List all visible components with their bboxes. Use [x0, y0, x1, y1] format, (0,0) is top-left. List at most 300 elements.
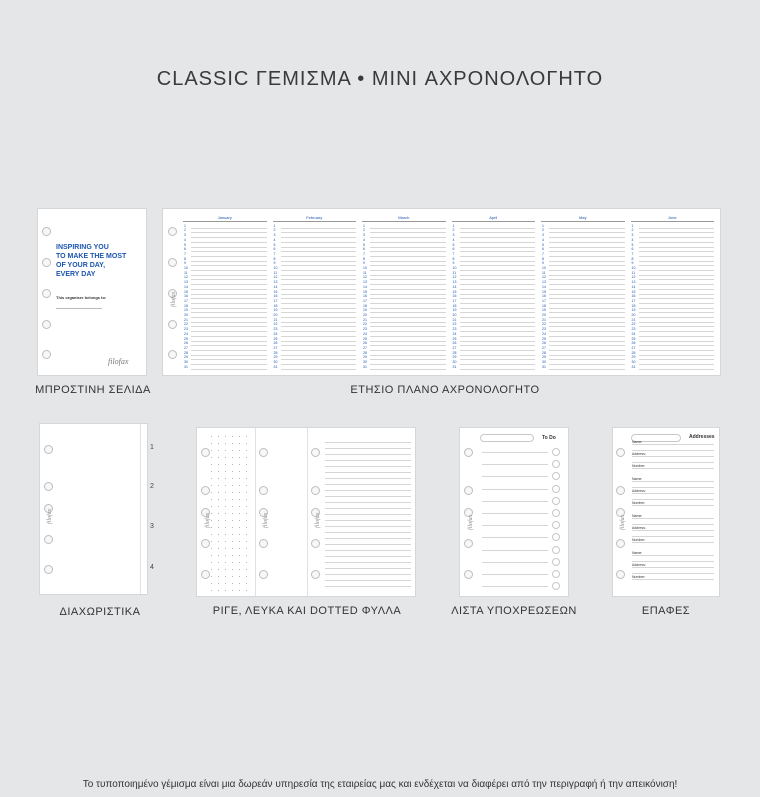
contact-line: [632, 542, 714, 543]
day-number: 13: [452, 280, 457, 285]
day-line: [460, 345, 536, 346]
grid-dot: [239, 499, 240, 500]
day-number: 6: [631, 247, 634, 252]
day-number: 12: [542, 275, 546, 280]
day-number: 21: [363, 317, 367, 322]
day-line: [549, 364, 625, 365]
grid-dot: [239, 520, 240, 521]
day-number: 30: [184, 360, 188, 364]
ruled-line: [325, 544, 411, 545]
grid-dot: [246, 471, 247, 472]
day-line: [549, 308, 625, 309]
month-heading: June: [667, 215, 677, 220]
ring-hole: [201, 448, 210, 457]
day-number: 11: [542, 270, 546, 275]
ruled-line: [325, 556, 411, 557]
day-number: 14: [631, 284, 636, 289]
day-line: [191, 270, 267, 271]
day-line: [281, 284, 357, 285]
grid-dot: [232, 520, 233, 521]
grid-dot: [246, 548, 247, 549]
ruled-line: [325, 568, 411, 569]
day-number: 13: [363, 280, 367, 285]
grid-dot: [246, 436, 247, 437]
ring-hole: [311, 539, 320, 548]
grid-dot: [211, 527, 212, 528]
grid-dot: [239, 541, 240, 542]
grid-dot: [225, 485, 226, 486]
day-number: 24: [631, 331, 636, 336]
contacts-preview: [613, 428, 719, 596]
day-line: [370, 247, 446, 248]
grid-dot: [211, 513, 212, 514]
todo-line: [482, 537, 548, 538]
day-number: 19: [542, 308, 546, 313]
day-number: 12: [273, 275, 278, 280]
day-line: [639, 256, 715, 257]
ruled-line: [325, 478, 411, 479]
day-number: 24: [542, 331, 546, 336]
day-number: 19: [452, 308, 457, 313]
day-number: 8: [631, 256, 634, 261]
grid-dot: [218, 499, 219, 500]
grid-dot: [246, 506, 247, 507]
day-line: [639, 322, 715, 323]
day-number: 26: [363, 341, 367, 346]
day-number: 15: [631, 289, 636, 294]
day-number: 23: [273, 327, 278, 332]
ruled-line: [325, 448, 411, 449]
day-number: 1: [363, 223, 365, 228]
day-line: [370, 232, 446, 233]
grid-dot: [246, 527, 247, 528]
day-line: [549, 350, 625, 351]
ruled-line: [325, 460, 411, 461]
day-number: 5: [273, 242, 276, 247]
grid-dot: [218, 527, 219, 528]
day-line: [191, 355, 267, 356]
day-line: [549, 322, 625, 323]
day-line: [281, 317, 357, 318]
grid-dot: [246, 464, 247, 465]
divider-tab-label: 2: [150, 483, 154, 490]
contact-field-label: Address:: [632, 452, 646, 456]
grid-dot: [232, 436, 233, 437]
day-line: [460, 284, 536, 285]
day-number: 22: [184, 322, 188, 327]
ruled-line: [325, 550, 411, 551]
ring-hole: [464, 448, 473, 457]
day-line: [370, 350, 446, 351]
grid-dot: [232, 576, 233, 577]
day-number: 20: [184, 313, 188, 317]
todo-line: [482, 562, 548, 563]
todo-checkbox: [552, 582, 560, 590]
ruled-line: [325, 484, 411, 485]
ring-hole: [464, 570, 473, 579]
day-line: [549, 284, 625, 285]
day-line: [191, 294, 267, 295]
grid-dot: [225, 471, 226, 472]
day-number: 17: [273, 298, 278, 303]
day-line: [281, 265, 357, 266]
grid-dot: [211, 534, 212, 535]
ring-hole: [201, 486, 210, 495]
day-number: 3: [363, 233, 365, 238]
ring-hole: [44, 565, 53, 574]
contact-line: [632, 536, 714, 537]
day-number: 26: [452, 341, 457, 346]
contact-line: [632, 481, 714, 482]
month-heading: April: [489, 215, 498, 220]
day-line: [281, 331, 357, 332]
day-number: 17: [542, 298, 546, 303]
day-line: [549, 256, 625, 257]
day-line: [460, 350, 536, 351]
ring-hole: [616, 539, 625, 548]
day-line: [191, 369, 267, 370]
contact-line: [632, 555, 714, 556]
day-number: 26: [184, 341, 188, 346]
day-line: [191, 265, 267, 266]
day-line: [281, 359, 357, 360]
day-number: 18: [273, 303, 278, 308]
belongs-to-label: This organiser belongs to:: [56, 295, 107, 300]
day-number: 8: [363, 256, 365, 261]
day-line: [639, 350, 715, 351]
ring-hole: [311, 570, 320, 579]
grid-dot: [239, 583, 240, 584]
day-number: 31: [273, 364, 278, 369]
day-line: [370, 322, 446, 323]
day-number: 25: [542, 336, 546, 341]
day-number: 24: [452, 331, 457, 336]
ruled-line: [325, 454, 411, 455]
day-number: 23: [542, 327, 546, 332]
ring-hole: [259, 486, 268, 495]
todo-line: [482, 501, 548, 502]
day-line: [370, 369, 446, 370]
day-line: [460, 275, 536, 276]
contact-line: [632, 579, 714, 580]
grid-dot: [211, 464, 212, 465]
brand-logo: filofax: [620, 514, 626, 530]
day-line: [370, 237, 446, 238]
grid-dot: [239, 548, 240, 549]
day-line: [191, 275, 267, 276]
day-line: [191, 345, 267, 346]
grid-dot: [225, 520, 226, 521]
day-number: 7: [452, 251, 455, 256]
day-line: [191, 317, 267, 318]
day-line: [370, 275, 446, 276]
year-planner-preview: [163, 209, 720, 375]
contact-field-label: Name:: [632, 440, 643, 444]
sheets-caption: ΡΙΓΕ, ΛΕΥΚΑ ΚΑΙ DOTTED ΦΥΛΛΑ: [212, 605, 402, 617]
contact-field-label: Number:: [632, 538, 646, 542]
grid-dot: [211, 499, 212, 500]
todo-checkbox: [552, 497, 560, 505]
ring-hole: [42, 350, 51, 359]
day-number: 11: [273, 270, 278, 275]
day-line: [191, 326, 267, 327]
grid-dot: [246, 555, 247, 556]
day-number: 15: [363, 289, 367, 294]
day-number: 29: [452, 355, 457, 360]
day-number: 23: [452, 327, 457, 332]
grid-dot: [239, 569, 240, 570]
day-number: 11: [631, 270, 636, 275]
grid-dot: [239, 471, 240, 472]
contact-field-label: Address:: [632, 489, 646, 493]
day-number: 25: [363, 336, 367, 341]
day-number: 10: [452, 266, 457, 270]
day-line: [191, 242, 267, 243]
grid-dot: [218, 443, 219, 444]
ruled-line: [325, 514, 411, 515]
day-number: 3: [542, 233, 544, 238]
day-line: [639, 237, 715, 238]
day-number: 14: [452, 284, 457, 289]
day-number: 31: [631, 364, 636, 369]
day-line: [281, 228, 357, 229]
day-line: [370, 317, 446, 318]
ruled-line: [325, 502, 411, 503]
day-number: 22: [631, 322, 636, 327]
day-number: 8: [452, 256, 455, 261]
grid-dot: [239, 527, 240, 528]
todo-line: [482, 586, 548, 587]
day-number: 16: [542, 294, 546, 299]
todo-heading: To Do: [542, 435, 556, 441]
day-line: [460, 326, 536, 327]
todo-line: [482, 464, 548, 465]
ruled-line: [325, 496, 411, 497]
grid-dot: [211, 548, 212, 549]
day-number: 3: [184, 233, 186, 238]
day-line: [281, 270, 357, 271]
todo-checkbox: [552, 472, 560, 480]
grid-dot: [232, 464, 233, 465]
day-number: 22: [363, 322, 367, 327]
grid-dot: [246, 541, 247, 542]
divider-tab-label: 4: [150, 564, 154, 571]
day-line: [460, 289, 536, 290]
grid-dot: [218, 576, 219, 577]
todo-checkbox: [552, 533, 560, 541]
day-number: 6: [363, 247, 365, 252]
grid-dot: [218, 555, 219, 556]
grid-dot: [232, 548, 233, 549]
day-line: [370, 308, 446, 309]
grid-dot: [246, 520, 247, 521]
day-line: [549, 336, 625, 337]
day-number: 11: [363, 270, 367, 275]
day-line: [281, 251, 357, 252]
ring-hole: [616, 448, 625, 457]
ring-hole: [168, 227, 177, 236]
contact-line: [632, 468, 714, 469]
day-line: [191, 359, 267, 360]
month-heading-rule: [452, 221, 536, 222]
day-number: 10: [631, 266, 636, 270]
month-heading: January: [217, 215, 232, 220]
grid-dot: [246, 576, 247, 577]
day-line: [549, 289, 625, 290]
day-line: [460, 228, 536, 229]
day-line: [191, 350, 267, 351]
grid-dot: [246, 513, 247, 514]
grid-dot: [232, 541, 233, 542]
dividers-caption: ΔΙΑΧΩΡΙΣΤΙΚΑ: [59, 606, 141, 618]
ruled-line: [325, 466, 411, 467]
day-number: 22: [542, 322, 546, 327]
day-line: [281, 336, 357, 337]
day-line: [460, 341, 536, 342]
grid-dot: [211, 576, 212, 577]
day-number: 4: [631, 237, 634, 242]
day-number: 19: [184, 308, 188, 313]
grid-dot: [211, 590, 212, 591]
day-line: [549, 237, 625, 238]
day-line: [460, 312, 536, 313]
grid-dot: [218, 450, 219, 451]
day-number: 23: [363, 327, 367, 332]
grid-dot: [218, 485, 219, 486]
ring-hole: [311, 486, 320, 495]
todo-preview: [460, 428, 568, 596]
day-line: [639, 331, 715, 332]
grid-dot: [239, 464, 240, 465]
day-line: [460, 247, 536, 248]
day-line: [549, 265, 625, 266]
grid-dot: [239, 457, 240, 458]
grid-dot: [218, 464, 219, 465]
todo-checkbox: [552, 570, 560, 578]
day-number: 16: [363, 294, 367, 299]
contact-field-label: Address:: [632, 563, 646, 567]
grid-dot: [246, 562, 247, 563]
day-number: 29: [363, 355, 367, 360]
day-line: [281, 298, 357, 299]
month-heading-rule: [541, 221, 625, 222]
day-number: 4: [452, 237, 455, 242]
grid-dot: [211, 506, 212, 507]
day-line: [460, 355, 536, 356]
grid-dot: [225, 541, 226, 542]
day-line: [281, 369, 357, 370]
day-number: 28: [363, 350, 367, 355]
day-number: 10: [363, 266, 367, 270]
ring-hole: [44, 535, 53, 544]
day-number: 25: [452, 336, 457, 341]
day-number: 20: [452, 313, 457, 317]
contact-line: [632, 518, 714, 519]
day-line: [370, 303, 446, 304]
ruled-line: [325, 472, 411, 473]
ruled-line: [325, 442, 411, 443]
day-line: [549, 261, 625, 262]
day-number: 2: [184, 228, 186, 233]
ruled-line: [325, 490, 411, 491]
day-number: 13: [631, 280, 636, 285]
ring-hole: [616, 486, 625, 495]
day-number: 27: [631, 345, 636, 350]
day-number: 23: [184, 327, 188, 332]
day-line: [549, 345, 625, 346]
day-line: [191, 256, 267, 257]
day-line: [460, 317, 536, 318]
day-number: 29: [542, 355, 546, 360]
day-line: [460, 294, 536, 295]
day-line: [281, 261, 357, 262]
day-number: 15: [184, 289, 188, 294]
day-number: 11: [452, 270, 457, 275]
grid-dot: [225, 527, 226, 528]
day-line: [639, 326, 715, 327]
grid-dot: [232, 513, 233, 514]
day-line: [370, 336, 446, 337]
day-number: 16: [273, 294, 278, 299]
day-line: [370, 289, 446, 290]
day-number: 16: [452, 294, 457, 299]
todo-caption: ΛΙΣΤΑ ΥΠΟΧΡΕΩΣΕΩΝ: [451, 605, 577, 617]
ring-hole: [168, 320, 177, 329]
month-heading-rule: [273, 221, 357, 222]
contact-line: [632, 499, 714, 500]
ring-hole: [311, 448, 320, 457]
todo-checkbox: [552, 558, 560, 566]
contact-line: [632, 505, 714, 506]
grid-dot: [218, 471, 219, 472]
disclaimer-footer: Το τυποποιημένο γέμισμα είναι μια δωρεάν υπηρεσία της εταιρείας μας και ενδέχεται να διαφέρει από την περιγραφή ή την απεικόνιση!: [82, 779, 678, 790]
day-number: 12: [452, 275, 457, 280]
grid-dot: [225, 499, 226, 500]
grid-dot: [218, 478, 219, 479]
todo-checkbox: [552, 448, 560, 456]
day-line: [639, 251, 715, 252]
day-line: [639, 284, 715, 285]
todo-line: [482, 513, 548, 514]
grid-dot: [239, 534, 240, 535]
day-line: [460, 256, 536, 257]
grid-dot: [232, 534, 233, 535]
day-number: 17: [631, 298, 636, 303]
day-number: 20: [631, 313, 636, 317]
grid-dot: [225, 457, 226, 458]
day-line: [460, 308, 536, 309]
grid-dot: [211, 492, 212, 493]
day-number: 13: [184, 280, 188, 285]
day-line: [370, 261, 446, 262]
day-number: 28: [184, 350, 188, 355]
day-number: 13: [542, 280, 546, 285]
grid-dot: [211, 541, 212, 542]
grid-dot: [239, 506, 240, 507]
front-page-preview: [38, 209, 146, 375]
day-line: [191, 261, 267, 262]
grid-dot: [225, 436, 226, 437]
day-line: [370, 331, 446, 332]
day-line: [281, 279, 357, 280]
day-number: 30: [452, 360, 457, 364]
grid-dot: [218, 492, 219, 493]
day-number: 21: [631, 317, 636, 322]
brand-logo: filofax: [171, 291, 177, 307]
day-number: 10: [542, 266, 546, 270]
day-number: 20: [542, 313, 546, 317]
grid-dot: [211, 485, 212, 486]
